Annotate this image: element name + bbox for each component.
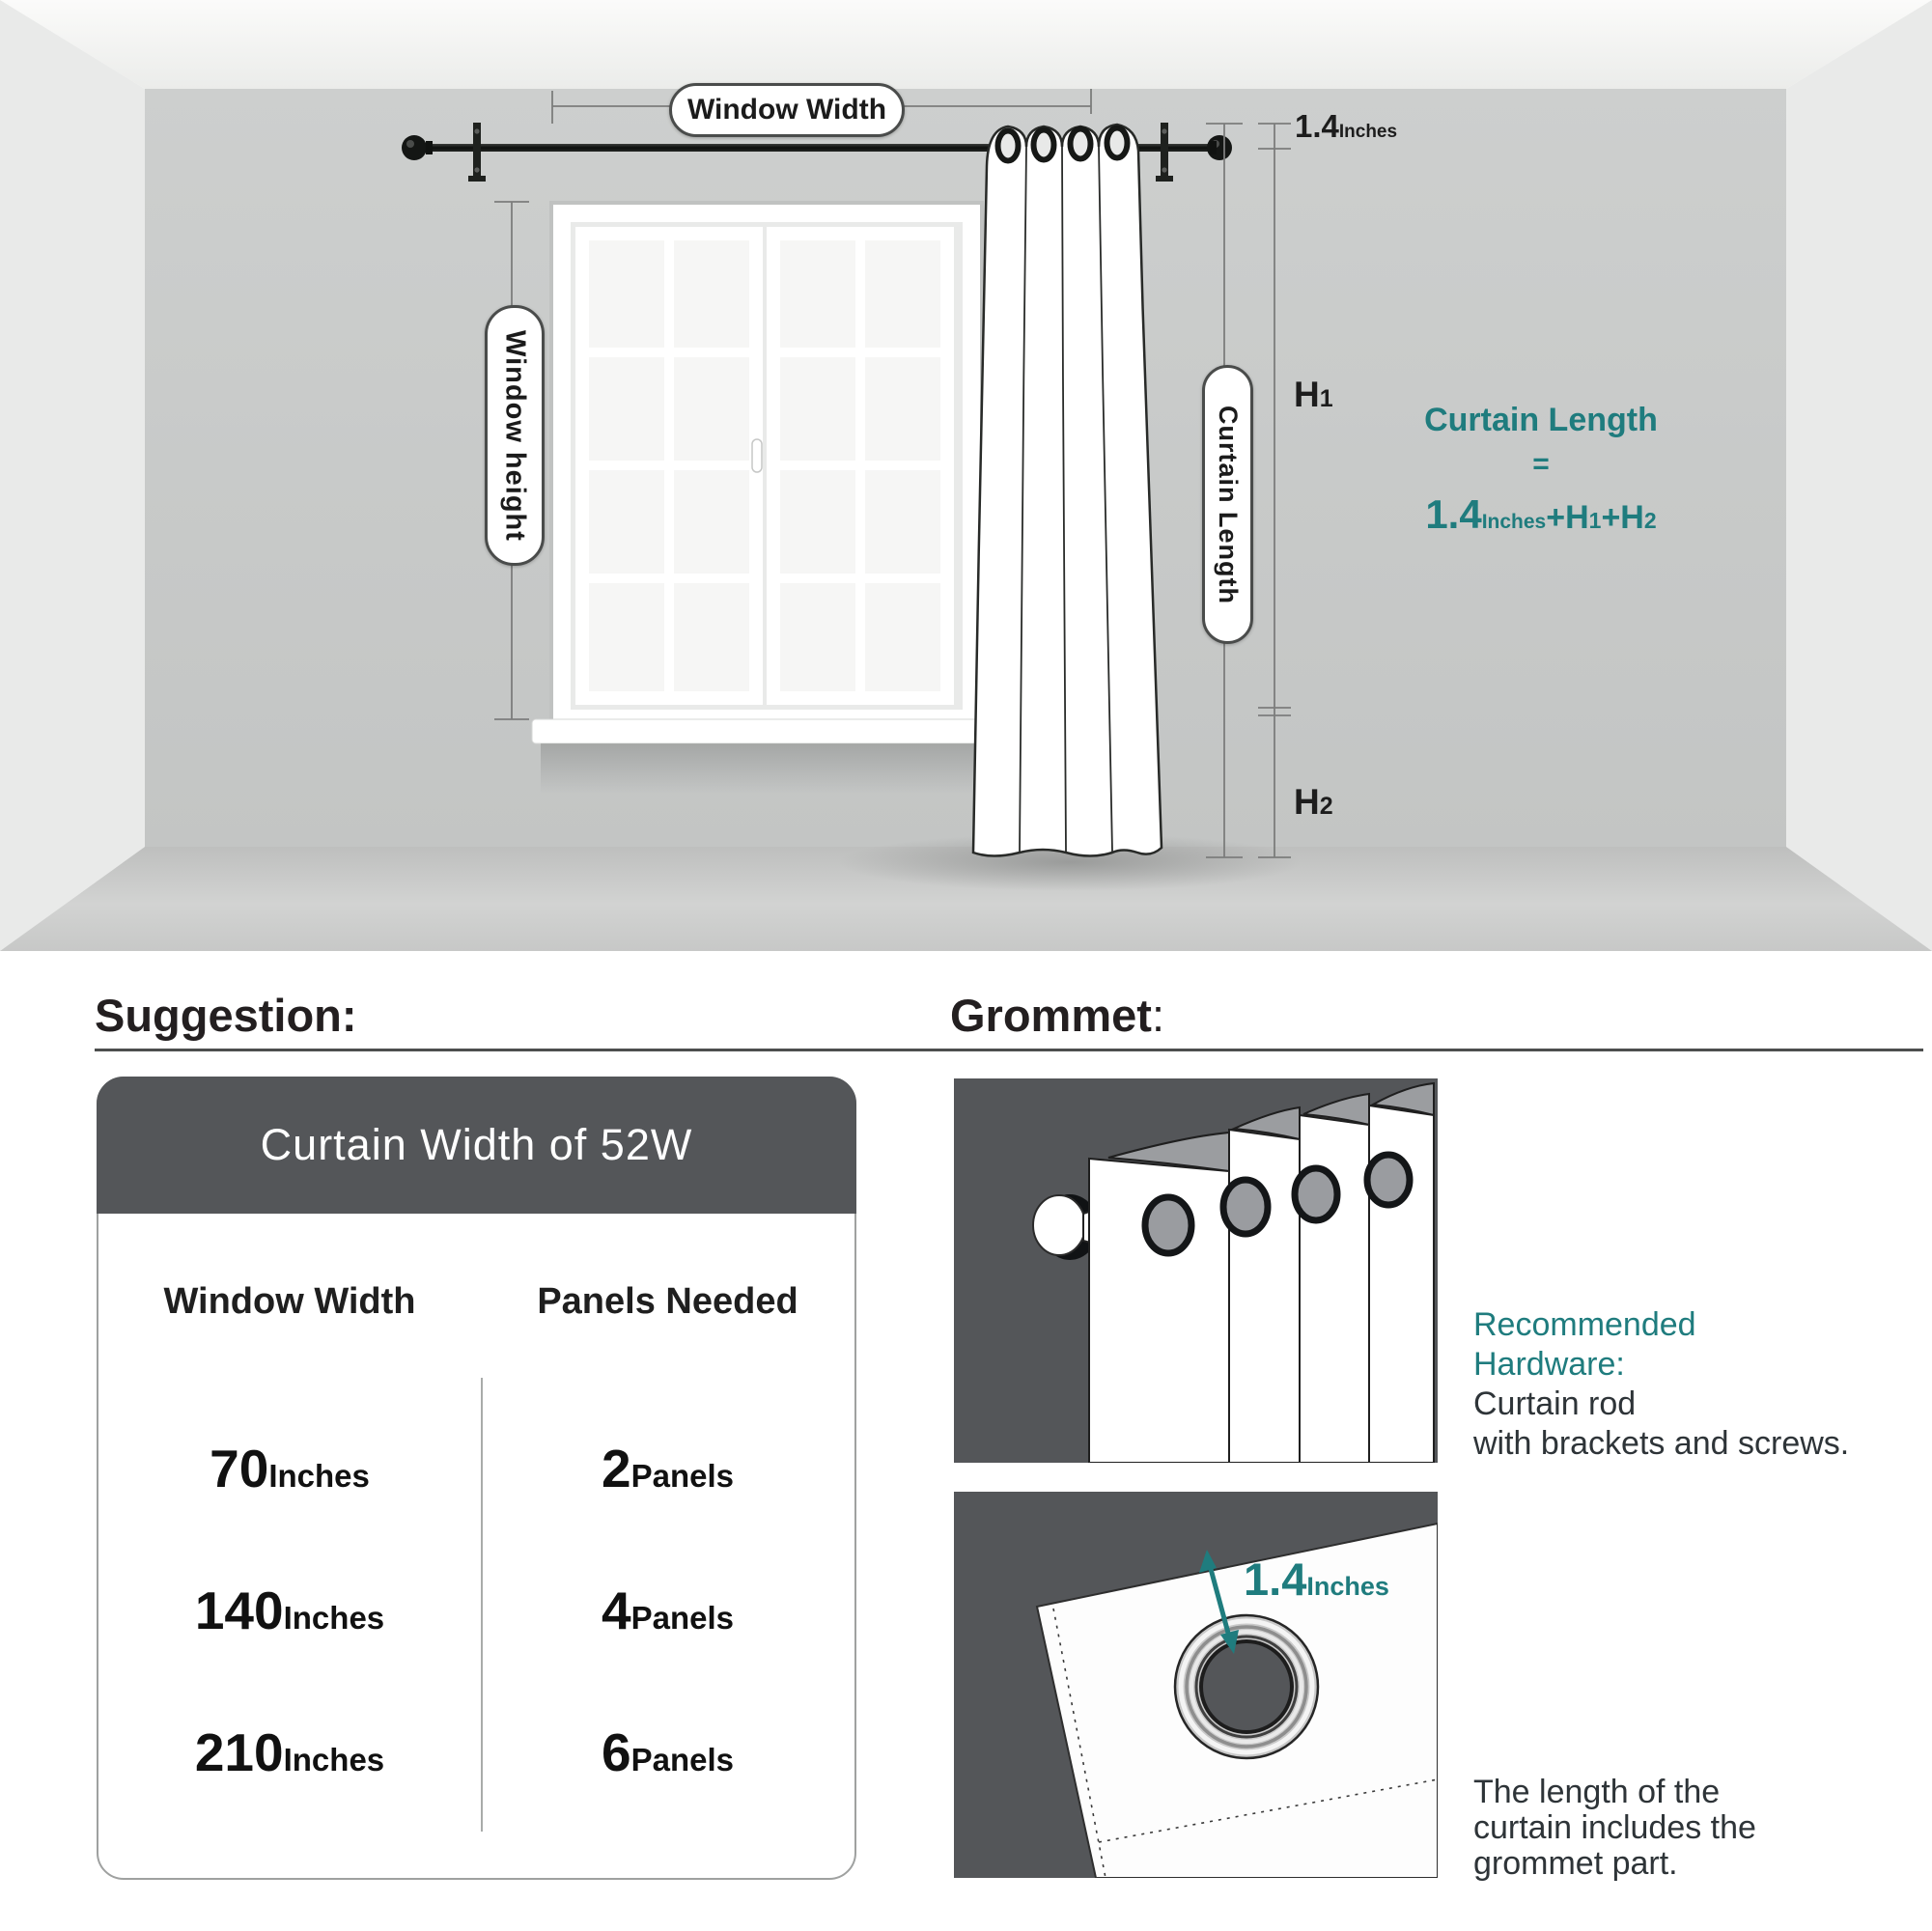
grommet-ring-closeup	[1175, 1615, 1318, 1758]
hardware-note-line1: Recommended	[1473, 1306, 1696, 1343]
window-height-label: Window height	[499, 329, 531, 542]
grommet-rod-illustration	[954, 1078, 1438, 1463]
h2-label: H2	[1294, 782, 1333, 822]
table-row-panels-3: 6Panels	[602, 1722, 734, 1782]
grommet	[1034, 130, 1054, 160]
hardware-note-line4: with brackets and screws.	[1473, 1425, 1850, 1462]
column-header-panels-needed: Panels Needed	[537, 1281, 798, 1322]
grommet	[1071, 129, 1091, 159]
rod-finial-face	[1033, 1195, 1085, 1255]
grommet	[998, 131, 1019, 161]
card-title: Curtain Width of 52W	[260, 1120, 693, 1169]
window-width-label: Window Width	[686, 94, 887, 126]
right-wall	[1786, 0, 1932, 951]
window	[532, 201, 1001, 794]
hardware-note	[1473, 1305, 1849, 1464]
rod-finial-left	[402, 135, 427, 160]
table-row-width-3: 210Inches	[194, 1722, 385, 1782]
table-row-panels-2: 4Panels	[602, 1581, 734, 1640]
hardware-note-line2: Hardware:	[1473, 1346, 1625, 1383]
length-note-line3: grommet part.	[1473, 1845, 1678, 1882]
curtain-length-pill	[1202, 365, 1253, 644]
section-divider-rule	[95, 1049, 1923, 1051]
curtain-length-label: Curtain Length	[1214, 405, 1243, 604]
curtain-panel	[973, 125, 1162, 856]
panel-suggestion-card	[97, 1077, 856, 1880]
suggestion-heading: Suggestion:	[95, 990, 357, 1041]
length-note-line2: curtain includes the	[1473, 1809, 1756, 1846]
length-note	[1473, 1775, 1756, 1882]
formula-line1: Curtain Length	[1424, 402, 1658, 438]
card-header	[97, 1077, 856, 1214]
h1-label: H1	[1294, 375, 1333, 414]
window-width-pill	[669, 83, 905, 137]
grommet	[1107, 128, 1128, 158]
window-sill	[532, 719, 1001, 743]
hardware-note-line3: Curtain rod	[1473, 1385, 1637, 1422]
window-height-pill	[485, 305, 545, 566]
length-note-line1: The length of the	[1473, 1774, 1721, 1810]
left-wall	[0, 0, 145, 951]
rod-offset-label: 1.4Inches	[1295, 108, 1398, 144]
grommet-closeup-illustration	[954, 1492, 1438, 1878]
column-header-window-width: Window Width	[163, 1281, 416, 1322]
curtain-length-formula	[1390, 404, 1692, 535]
window-handle	[752, 439, 762, 472]
table-row-panels-1: 2Panels	[602, 1439, 734, 1498]
table-row-width-2: 140Inches	[194, 1581, 385, 1640]
formula-equals: =	[1532, 448, 1550, 480]
formula-line3: 1.4Inches+H1+H2	[1425, 491, 1657, 537]
table-row-width-1: 70Inches	[210, 1439, 370, 1498]
grommet-heading: Grommet:	[950, 990, 1164, 1041]
grommet-size-label: 1.4Inches	[1244, 1553, 1389, 1605]
sill-shadow	[541, 743, 991, 794]
ceiling	[0, 0, 1932, 89]
